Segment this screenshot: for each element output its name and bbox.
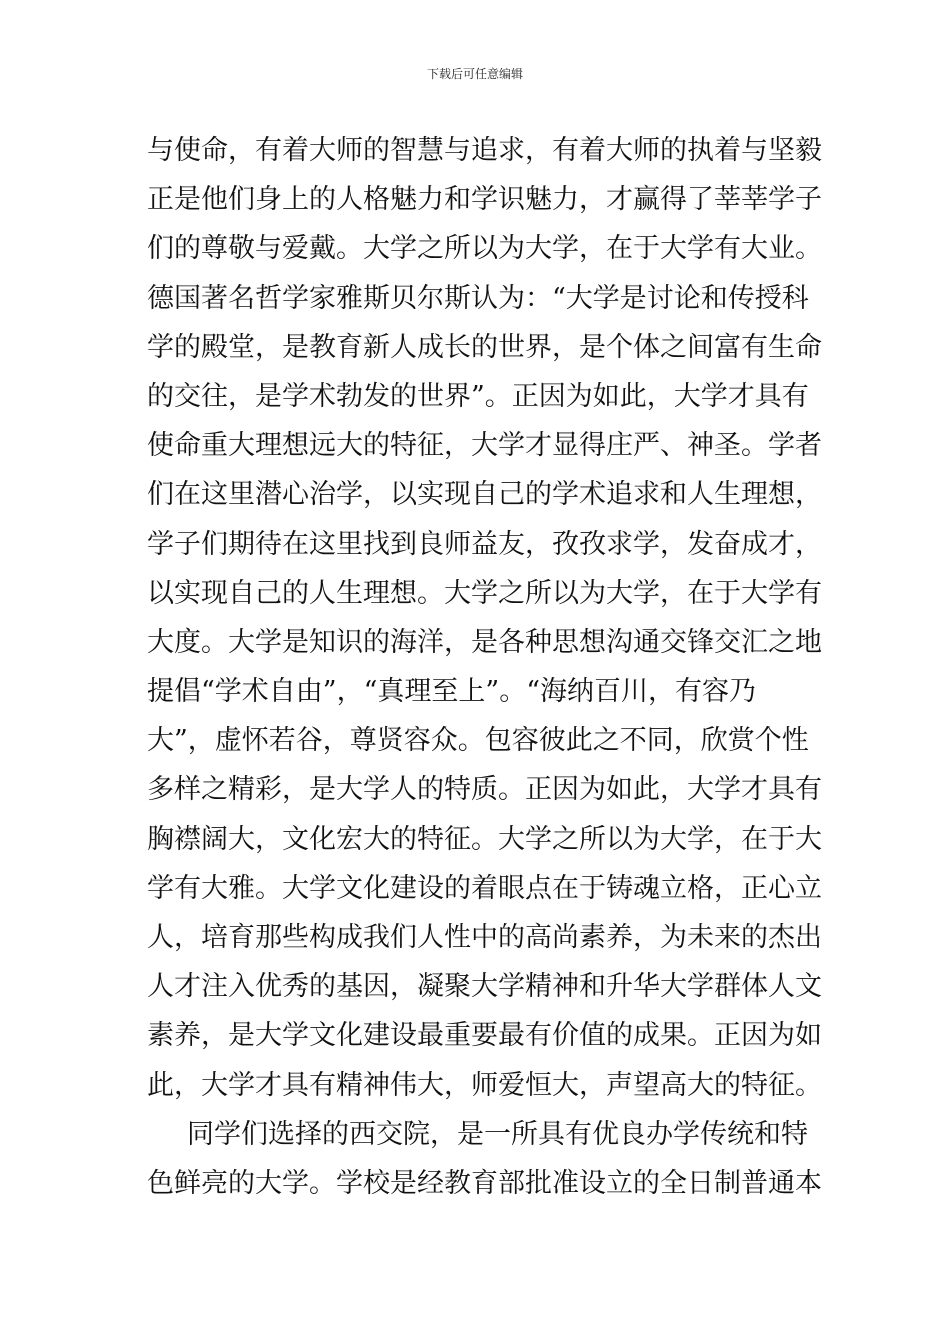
text-line: 学的殿堂，是教育新人成长的世界，是个体之间富有生命 <box>147 331 822 363</box>
page-header: 下载后可任意编辑 <box>426 67 523 81</box>
text-line: 人才注入优秀的基因，凝聚大学精神和升华大学群体人文 <box>147 971 822 1003</box>
text-line: 正是他们身上的人格魅力和学识魅力，才赢得了莘莘学子 <box>147 184 822 216</box>
text-line: 们的尊敬与爱戴。大学之所以为大学，在于大学有大业。 <box>147 233 822 265</box>
text-line: 与使命，有着大师的智慧与追求，有着大师的执着与坚毅 <box>147 135 822 166</box>
text-line: 此，大学才具有精神伟大，师爱恒大，声望高大的特征。 <box>147 1069 822 1101</box>
text-line: 学有大雅。大学文化建设的着眼点在于铸魂立格，正心立 <box>147 872 822 904</box>
text-line: 的交往，是学术勃发的世界”。正因为如此，大学才具有 <box>147 380 809 412</box>
text-line: 们在这里潜心治学，以实现自己的学术追求和人生理想， <box>147 479 822 511</box>
text-line: 使命重大理想远大的特征，大学才显得庄严、神圣。学者 <box>147 430 822 462</box>
text-line: 提倡“学术自由”，“真理至上”。“海纳百川，有容乃 <box>147 676 757 708</box>
text-line: 胸襟阔大，文化宏大的特征。大学之所以为大学，在于大 <box>147 823 822 855</box>
text-line: 德国著名哲学家雅斯贝尔斯认为：“大学是讨论和传授科 <box>147 282 809 314</box>
text-line: 学子们期待在这里找到良师益友，孜孜求学，发奋成才， <box>147 528 822 560</box>
text-line: 素养，是大学文化建设最重要最有价值的成果。正因为如 <box>147 1020 822 1052</box>
document-body <box>147 126 822 1208</box>
text-line: 色鲜亮的大学。学校是经教育部批准设立的全日制普通本 <box>147 1167 822 1199</box>
text-line: 大度。大学是知识的海洋，是各种思想沟通交锋交汇之地 <box>147 626 822 658</box>
paragraph-start-line: 同学们选择的西交院，是一所具有优良办学传统和特 <box>187 1118 808 1150</box>
text-line: 人，培育那些构成我们人性中的高尚素养，为未来的杰出 <box>147 922 822 953</box>
text-line: 大”，虚怀若谷，尊贤容众。包容彼此之不同，欣赏个性 <box>147 725 809 757</box>
text-line: 多样之精彩，是大学人的特质。正因为如此，大学才具有 <box>147 774 822 806</box>
text-line: 以实现自己的人生理想。大学之所以为大学，在于大学有 <box>147 577 822 609</box>
